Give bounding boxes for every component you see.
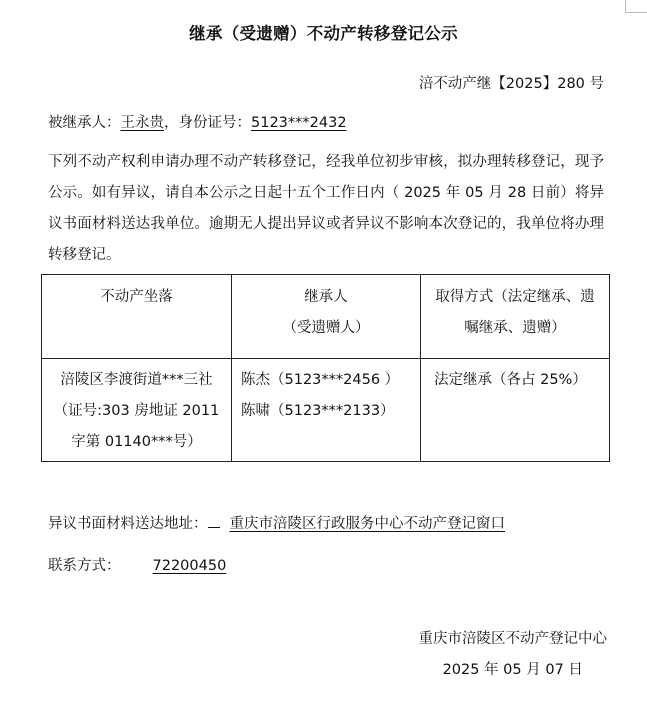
cell-location: 涪陵区李渡街道***三社 （证号:303 房地证 2011 字第 01140***号）: [42, 359, 232, 462]
property-table: [41, 274, 610, 462]
table-row: [42, 359, 610, 462]
decedent-name: 王永贵: [120, 115, 164, 131]
issuing-organization: 重庆市涪陵区不动产登记中心: [418, 631, 607, 647]
objection-address: [48, 512, 505, 533]
corner-mark: [625, 0, 647, 13]
heir-entry: 陈啸（5123***2133）: [241, 403, 395, 419]
contact-label: 联系方式：: [48, 558, 121, 574]
notice-body: 下列不动产权利申请办理不动产转移登记，经我单位初步审核，拟办理转移登记，现予公示。如有异议，请自本公示之日起十五个工作日内（ 2025 年 05 月 28 日前）将异议书面材料送达我单位。逾期无人提出异议或者异议不影响本次登记的，我单位将办理转移登记。: [48, 154, 604, 263]
address-underline-pad: [208, 513, 220, 528]
table-header-row: [42, 275, 610, 359]
document-number: 涪不动产继【2025】280 号: [418, 76, 604, 92]
issue-date: 2025 年 05 月 07 日: [442, 662, 583, 678]
page-title: 继承（受遗赠）不动产转移登记公示: [189, 24, 458, 43]
cell-acquisition-method: 法定继承（各占 25%）: [421, 359, 610, 462]
decedent-label: 被继承人：: [48, 115, 121, 131]
contact-value: 72200450: [152, 558, 227, 574]
decedent-id-label: ，身份证号：: [164, 115, 251, 131]
heir-entry: 陈杰（5123***2456 ）: [241, 372, 400, 388]
header-heir: 继承人 （受遗赠人）: [232, 275, 421, 359]
objection-address-label: 异议书面材料送达地址：: [48, 516, 208, 532]
decedent-id-number: 5123***2432: [251, 115, 347, 131]
cell-heirs: [232, 359, 421, 462]
decedent-info: [48, 111, 347, 132]
header-location: 不动产坐落: [42, 275, 232, 359]
header-acquisition-method: 取得方式（法定继承、遗 嘱继承、遗赠）: [421, 275, 610, 359]
contact-info: [48, 554, 226, 575]
signature-block: [419, 624, 608, 686]
objection-address-value: 重庆市涪陵区行政服务中心不动产登记窗口: [229, 516, 505, 532]
